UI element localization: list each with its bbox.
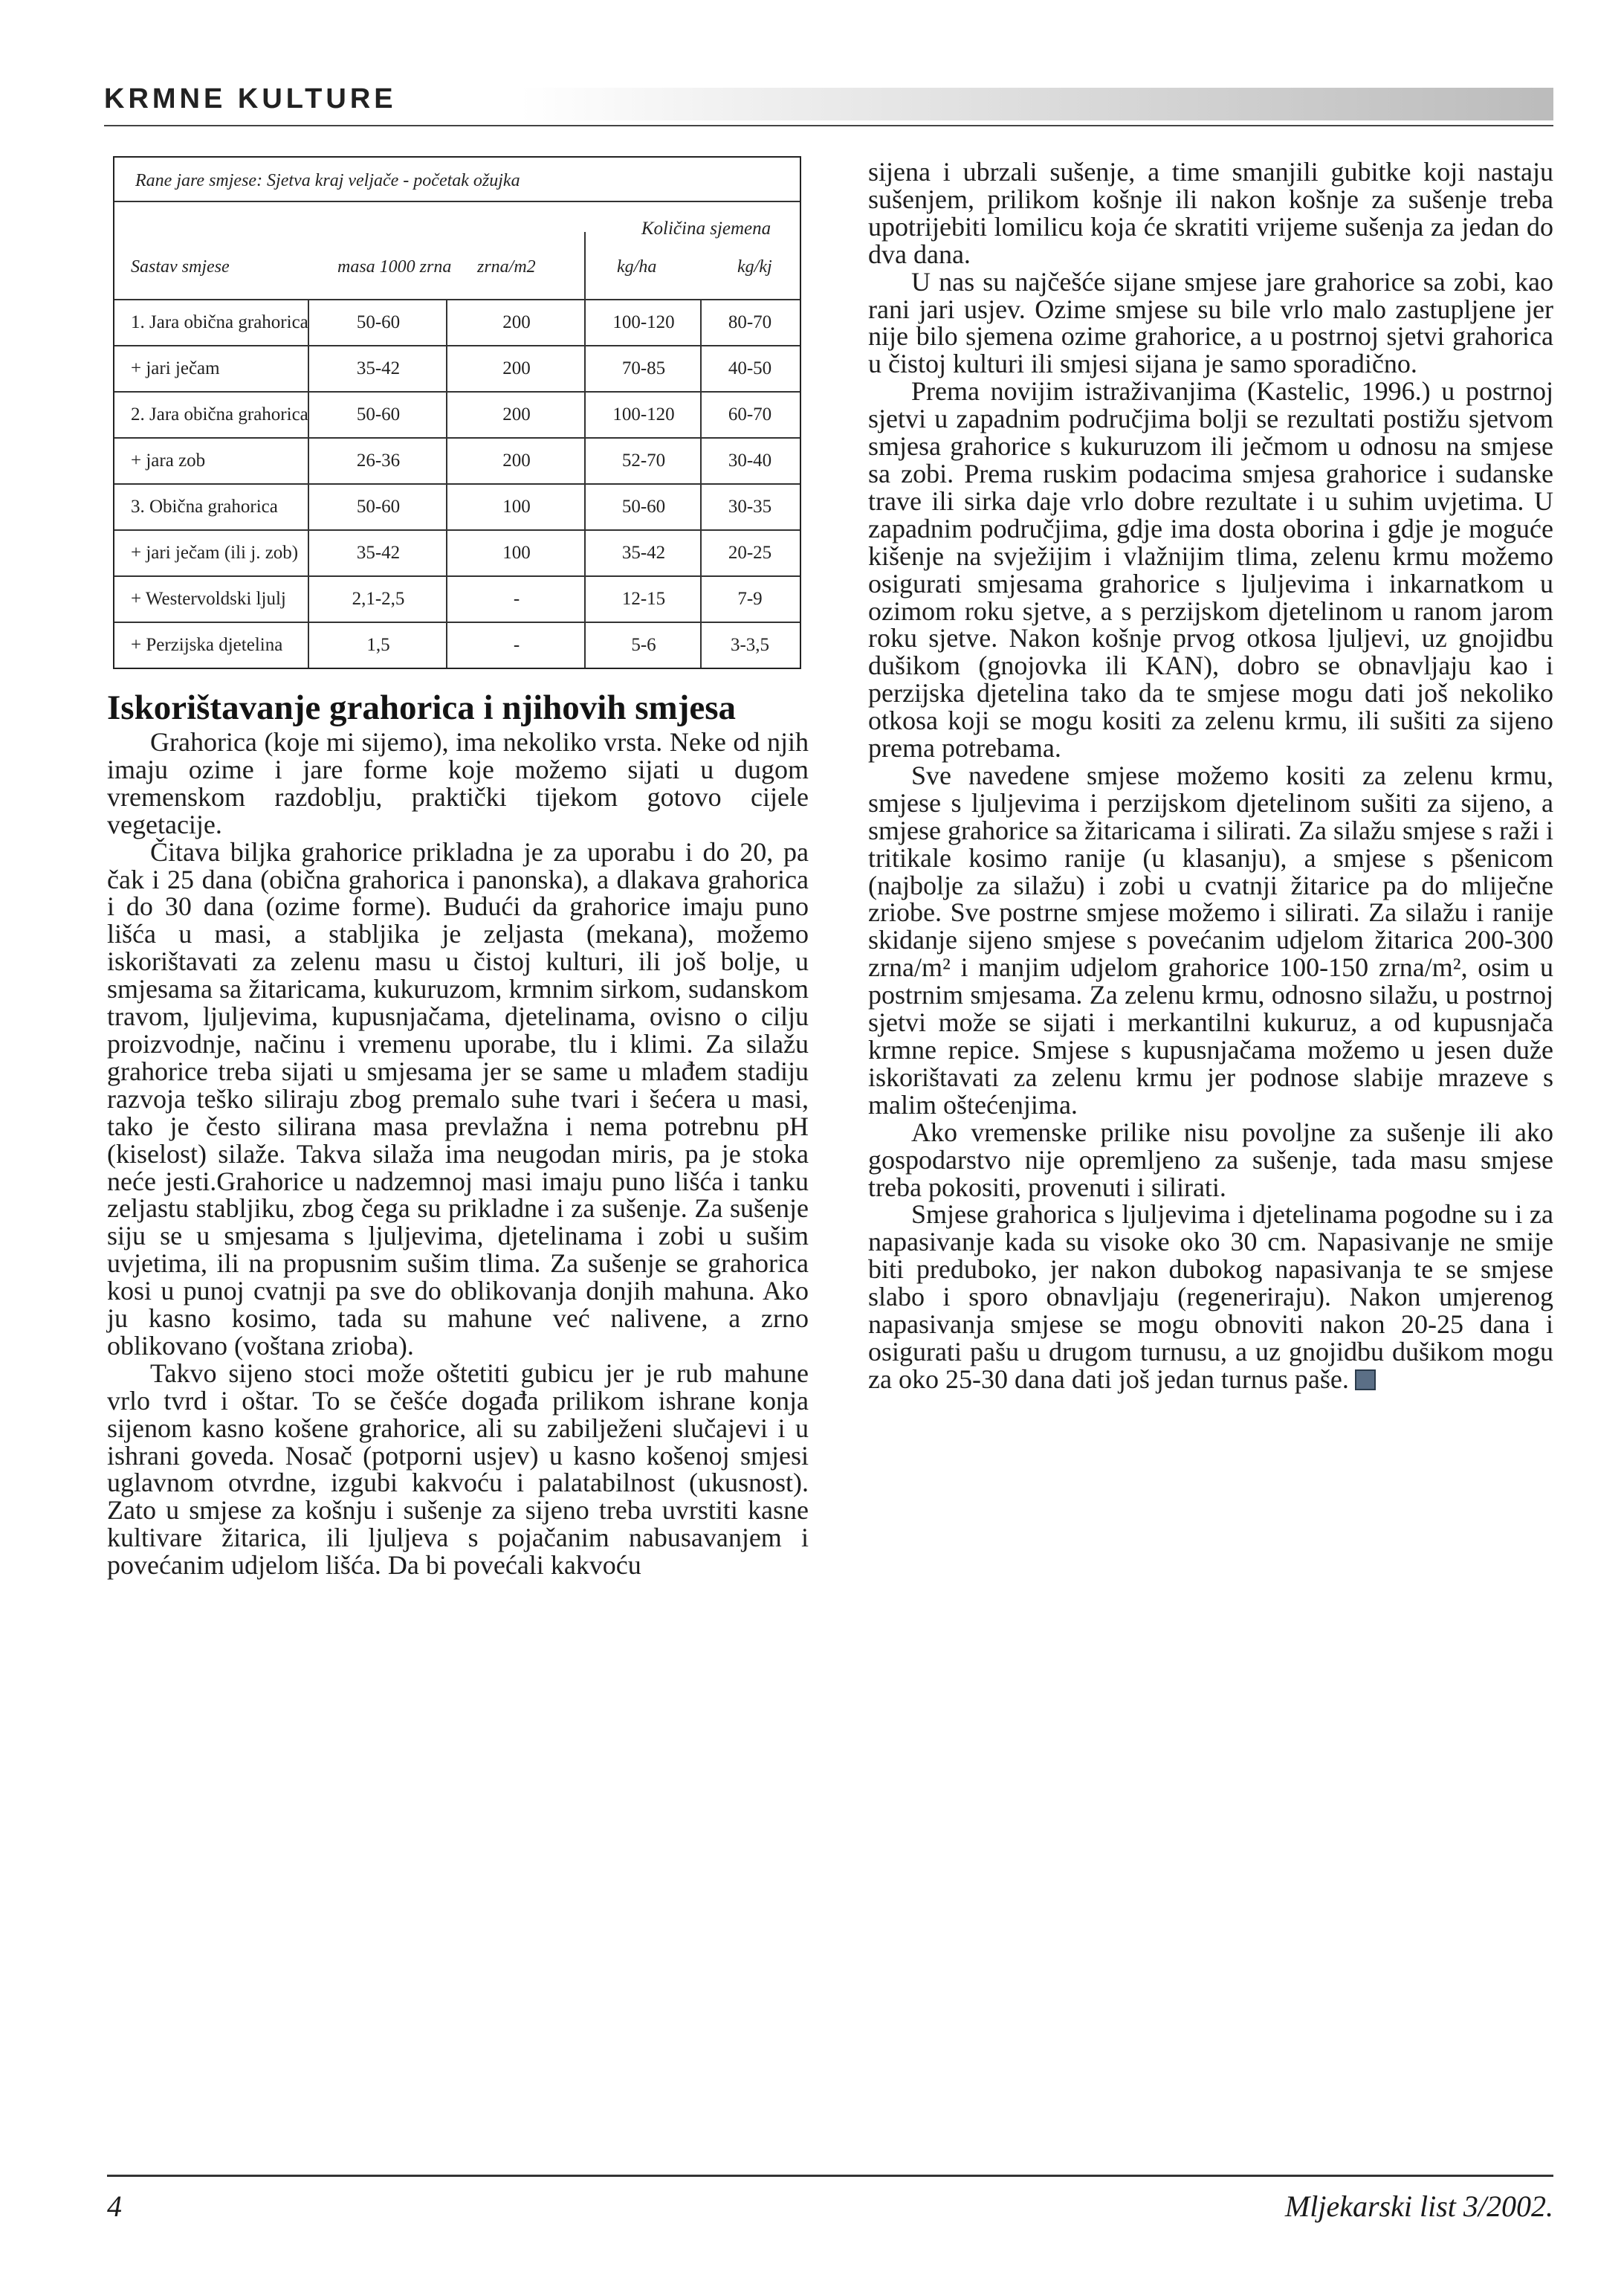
- paragraph: Takvo sijeno stoci može oštetiti gubicu jer je rub mahune vrlo tvrd i oštar. To se češće događa prilikom ishrane konja sijenom kasno košene grahorice, ali su zabilježeni slučajevi i u ishrani goveda. Nosač (potporni usjev) u kasno košenoj smjesi uglavnom otvrdne, izgubi kakvoću i palatabilnost (ukusnost). Zato u smjese za košnju i sušenje za sijeno treba uvrstiti kasne kultivare žitarica, ili ljuljeva s pojačanim nabusavanjem i povećanim udjelom lišća. Da bi povećali kakvoću: [107, 1358, 809, 1581]
- header-rule: [104, 125, 1553, 126]
- table-cell: 5-6: [631, 635, 656, 655]
- table-cell: 52-70: [621, 451, 666, 471]
- end-mark-icon: [1355, 1369, 1376, 1390]
- col-header-composition: Sastav smjese: [131, 257, 230, 277]
- table-cell: 50-60: [356, 312, 401, 332]
- header-band: [520, 88, 1553, 120]
- table-cell: 30-40: [728, 451, 772, 471]
- paragraph: U nas su najčešće sijane smjese jare grahorice sa zobi, kao rani jari usjev. Ozime smjese su bile vrlo malo zastupljene jer nije bilo sjemena ozime grahorice, a u postrnoj sjetvi grahorica u čistoj kulturi ili smjesi sijana je samo sporadično.: [868, 266, 1553, 379]
- table-cell: 1. Jara obična grahorica: [131, 312, 308, 332]
- table-cell: 40-50: [728, 358, 772, 378]
- table-cell: + jari ječam: [131, 358, 220, 378]
- article-title: Iskorištavanje grahorica i njihovih smjesa: [107, 688, 736, 727]
- table-cell: 1,5: [366, 635, 390, 655]
- seed-table: [113, 156, 801, 669]
- table-cell: 200: [502, 358, 531, 378]
- table-cell: 100-120: [612, 404, 675, 425]
- table-cell: 2. Jara obična grahorica: [131, 404, 308, 425]
- table-cell: + jara zob: [131, 451, 206, 471]
- table-divider: [584, 232, 586, 668]
- table-cell: 35-42: [621, 543, 666, 563]
- paragraph-text: Smjese grahorica s ljuljevima i djetelinama pogodne su i za napasivanje kada su visoke oko 30 cm. Napasivanje ne smije biti preduboko, jer nakon dubokog napasivanja te se smjese slabo i sporo obnavljaju (regeneriraju). Nakon umjerenog napasivanja smjese se mogu obnoviti nakon 20-25 dana i osigurati pašu u drugom turnusu, a uz gnojidbu dušikom mogu za oko 25-30 dana dati još jedan turnus paše.: [868, 1199, 1553, 1394]
- table-cell: 50-60: [356, 404, 401, 425]
- table-cell: 12-15: [621, 589, 666, 609]
- paragraph: Čitava biljka grahorice prikladna je za uporabu i do 20, pa čak i 25 dana (obična grahorica i panonska), a dlakava grahorica i do 30 dana (ozime forme). Budući da grahorice imaju puno lišća u masi, a stabljika je zeljasta (mekana), možemo iskorištavati za zelenu masu u čistoj kulturi, ili još bolje, u smjesama sa žitaricama, kukuruzom, krmnim sirkom, sudanskom travom, ljuljevima, kupusnjačama, djetelinama, ovisno o cilju proizvodnje, načinu i vremenu uporabe, tlu i klimi. Za silažu grahorice treba sijati u smjesama jer se same u mlađem stadiju razvoja teško siliraju zbog premalo suhe tvari i šećera u masi, tako je često silirana masa prevlažna i nema potrebnu pH (kiselost) silaže. Takva silaža ima neugodan miris, pa je stoka neće jesti.Grahorice u nadzemnoj masi imaju puno lišća i tanku zeljastu stabljiku, zbog čega su prikladne i za sušenje. Za sušenje siju se u smjesama s ljuljevima, djetelinama i zobi u sušim uvjetima, ili na propusnim sušim tlima. Za sušenje se grahorica kosi u punoj cvatnji pa sve do oblikovanja donjih mahuna. Ako ju kasno kosimo, tada su mahune već nalivene, a zrno oblikovano (voštana zrioba).: [107, 836, 809, 1361]
- col-header-kgkj: kg/kj: [737, 257, 772, 277]
- table-cell: + Perzijska djetelina: [131, 635, 283, 655]
- footer-rule: [107, 2175, 1553, 2177]
- table-cell: 70-85: [621, 358, 666, 378]
- table-cell: 2,1-2,5: [352, 589, 405, 609]
- table-cell: 3. Obična grahorica: [131, 497, 278, 517]
- table-cell: 3-3,5: [730, 635, 770, 655]
- table-cell: 7-9: [737, 589, 763, 609]
- table-cell: 50-60: [356, 497, 401, 517]
- table-cell: -: [513, 635, 520, 655]
- section-title: KRMNE KULTURE: [104, 83, 397, 114]
- left-column: [107, 729, 809, 1579]
- table-cell: 100-120: [612, 312, 675, 332]
- table-cell: 30-35: [728, 497, 772, 517]
- table-cell: 35-42: [356, 543, 401, 563]
- paragraph: Grahorica (koje mi sijemo), ima nekoliko vrsta. Neke od njih imaju ozime i jare forme koje možemo sijati u dugom vremenskom razdoblju, praktički tijekom gotovo cijele vegetacije.: [107, 727, 809, 839]
- table-cell: 100: [502, 543, 531, 563]
- journal-name: Mljekarski list 3/2002.: [1284, 2190, 1553, 2223]
- paragraph-last: [868, 1201, 1553, 1393]
- table-cell: 200: [502, 404, 531, 425]
- paragraph: Sve navedene smjese možemo kositi za zelenu krmu, smjese s ljuljevima i perzijskom djetelinom sušiti za sijeno, a smjese grahorice sa žitaricama i silirati. Za silažu smjese s raži i tritikale kosimo ranije (u klasanju), a smjese s pšenicom (najbolje za silažu) i zobi u cvatnji žitarice pa do mliječne zriobe. Sve postrne smjese možemo i silirati. Za silažu i ranije skidanje sijeno smjese s povećanim udjelom žitarica 200-300 zrna/m² i manjim udjelom grahorice 100-150 zrna/m², osim u postrnim smjesama. Za zelenu krmu, odnosno silažu, u postrnoj sjetvi može se sijati i merkantilni kukuruz, a od kupusnjača krmne repice. Smjese s kupusnjačama možemo u jesen duže iskorištavati za zelenu krmu jer podnose slabije mrazeve s malim oštećenjima.: [868, 760, 1553, 1120]
- table-cell: 35-42: [356, 358, 401, 378]
- table-cell: -: [513, 589, 520, 609]
- table-cell: 20-25: [728, 543, 772, 563]
- table-cell: + Westervoldski ljulj: [131, 589, 286, 609]
- table-cell: 50-60: [621, 497, 666, 517]
- table-cell: 60-70: [728, 404, 772, 425]
- table-caption: Rane jare smjese: Sjetva kraj veljače - početak ožujka: [135, 171, 520, 190]
- paragraph: Ako vremenske prilike nisu povoljne za sušenje ili ako gospodarstvo nije opremljeno za sušenje, tada masu smjese treba pokositi, provenuti i silirati.: [868, 1117, 1553, 1202]
- paragraph: Prema novijim istraživanjima (Kastelic, 1996.) u postrnoj sjetvi u zapadnim područjima bolji se rezultati postižu sjetvom smjesa grahorice s kukuruzom ili ječmom u odnosu na smjese sa zobi. Prema ruskim podacima smjesa grahorice i sudanske trave ili sirka daje vrlo dobre rezultate i u suhim uvjetima. U zapadnim područjima, gdje ima dosta oborina i gdje je moguće kišenje na svježijim i vlažnijim tlima, zelenu krmu možemo osigurati smjesama grahorice s ljuljevima i inkarnatkom u ozimom roku sjetve, a s perzijskom djetelinom u ranom jarom roku sjetve. Nakon košnje prvog otkosa ljuljevi, uz gnojidbu dušikom (gnojovka ili KAN), dobro se obnavljaju kao i perzijska djetelina tako da te smjese mogu dati još nekoliko otkosa koji se mogu kositi za zelenu krmu, ili sušiti za sijeno prema potrebama.: [868, 376, 1553, 764]
- table-cell: 100: [502, 497, 531, 517]
- col-header-mass: masa 1000 zrna: [337, 257, 452, 277]
- table-cell: 80-70: [728, 312, 772, 332]
- table-cell: 26-36: [356, 451, 401, 471]
- table-rule: [114, 437, 800, 439]
- page-number: 4: [107, 2190, 122, 2223]
- table-rule: [114, 201, 800, 202]
- col-header-kgha: kg/ha: [617, 257, 657, 277]
- right-column: [868, 158, 1553, 1393]
- paragraph: sijena i ubrzali sušenje, a time smanjili gubitke koji nastaju sušenjem, prilikom košnje ili nakon košnje za sušenje treba upotrijebiti lomilicu koja će skratiti vrijeme sušenja za jedan do dva dana.: [868, 157, 1553, 269]
- col-header-grains: zrna/m2: [477, 257, 536, 277]
- table-cell: + jari ječam (ili j. zob): [131, 543, 299, 563]
- table-cell: 200: [502, 312, 531, 332]
- table-cell: 200: [502, 451, 531, 471]
- table-group-header: Količina sjemena: [641, 219, 771, 239]
